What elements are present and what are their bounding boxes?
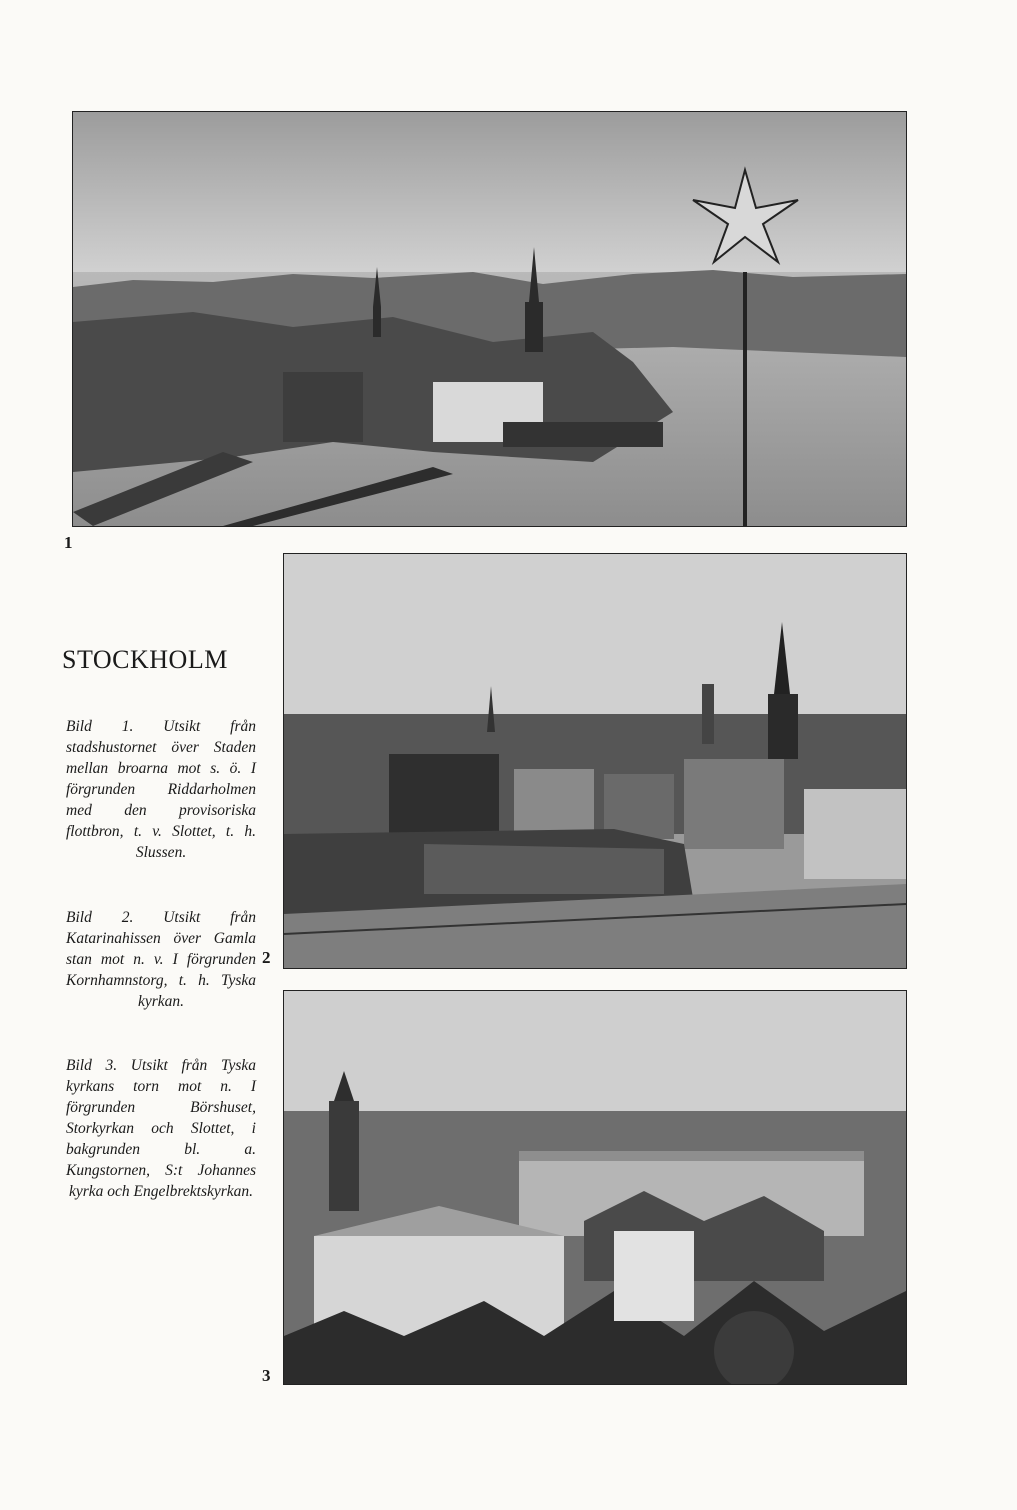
caption-bild-2: Bild 2. Utsikt från Katarinahissen över Gamla stan mot n. v. I förgrunden Kornhamnstorg, t. h. Tyska kyrkan. [66,909,256,1010]
photo-riddarholmen-view [72,111,907,527]
figure-number-2: 2 [262,948,271,967]
figure-number-3: 3 [262,1366,271,1385]
photo-2-image [284,554,906,968]
photo-3-image [284,991,906,1384]
caption-bild-3: Bild 3. Utsikt från Tyska kyrkans torn mot n. I förgrunden Börshuset, Storkyrkan och Slottet, i bakgrunden bl. a. Kungstornen, S:t Johannes kyrka och Engelbrektskyrkan. [66,1057,256,1200]
figure-number-1: 1 [64,533,73,552]
page-title: STOCKHOLM [62,645,228,674]
photo-1-image [73,112,906,526]
photo-borshuset-view [283,990,907,1385]
photo-gamla-stan-view [283,553,907,969]
caption-bild-1: Bild 1. Utsikt från stadshustornet över Staden mellan broarna mot s. ö. I förgrunden Riddarholmen med den provisoriska flottbron, t. v. Slottet, t. h. Slussen. [66,718,256,861]
